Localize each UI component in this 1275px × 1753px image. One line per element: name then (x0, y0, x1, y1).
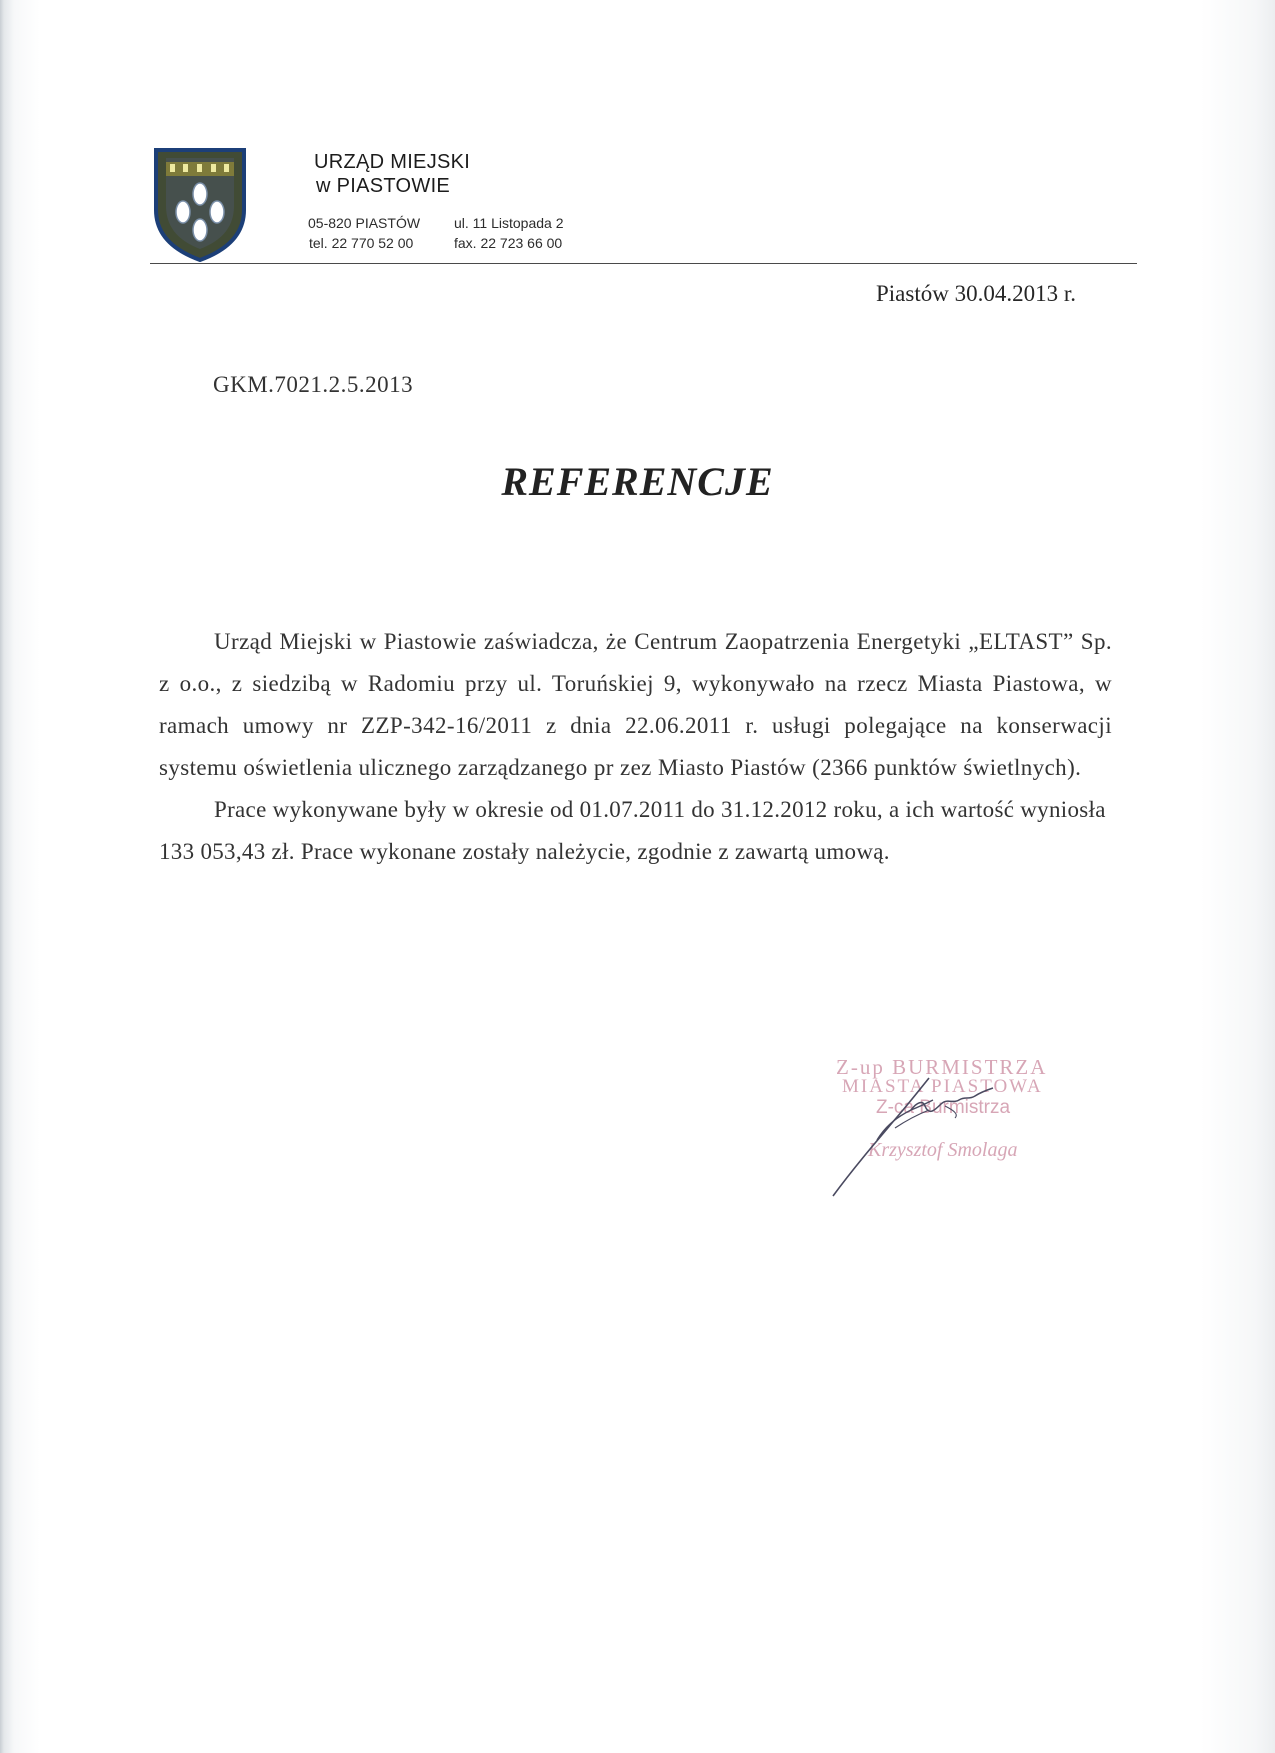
postal-address: 05-820 PIASTÓW (308, 215, 421, 231)
document-title: REFERENCJE (501, 459, 774, 504)
reference-number: GKM.7021.2.5.2013 (213, 372, 414, 397)
body-paragraph-1: Urząd Miejski w Piastowie zaświadcza, że Centrum Zaopatrzenia Energetyki „ELTAST” Sp. z o.o., z siedzibą w Radomiu przy ul. Toruńskiej 9, wykonywało na rzecz Miasta Piastowa, w ramach umowy nr ZZP-342-16/2011 z dnia 22.06.2011 r. usługi polegające na konserwacji systemu oświetlenia ulicznego zarządzanego pr zez Miasto Piastów (2366 punktów świetlnych). (159, 629, 1112, 780)
telephone: tel. 22 770 52 00 (309, 235, 414, 251)
stamp-line-4: Krzysztof Smolaga (868, 1139, 1018, 1161)
stamp-line-3: Z-ca Burmistrza (876, 1097, 1011, 1118)
header-divider (150, 263, 1137, 264)
street-address: ul. 11 Listopada 2 (454, 215, 564, 231)
office-name (314, 150, 470, 198)
stamp-line-2: MIASTA PIASTOWA (842, 1076, 1043, 1097)
letter-date: Piastów 30.04.2013 r. (876, 281, 1076, 306)
fax: fax. 22 723 66 00 (454, 235, 563, 251)
stamp-line-1: Z-up BURMISTRZA (836, 1055, 1048, 1079)
office-name-line1: URZĄD MIEJSKI (314, 151, 471, 173)
letter-body (159, 621, 1112, 873)
coat-of-arms-icon (152, 146, 248, 262)
handwritten-signature (825, 1070, 1025, 1200)
body-paragraph-2: Prace wykonywane były w okresie od 01.07.2011 do 31.12.2012 roku, a ich wartość wyniosła 133 053,43 zł. Prace wykonane zostały należycie, zgodnie z zawartą umową. (159, 797, 1106, 864)
office-name-line2: w PIASTOWIE (316, 175, 451, 197)
